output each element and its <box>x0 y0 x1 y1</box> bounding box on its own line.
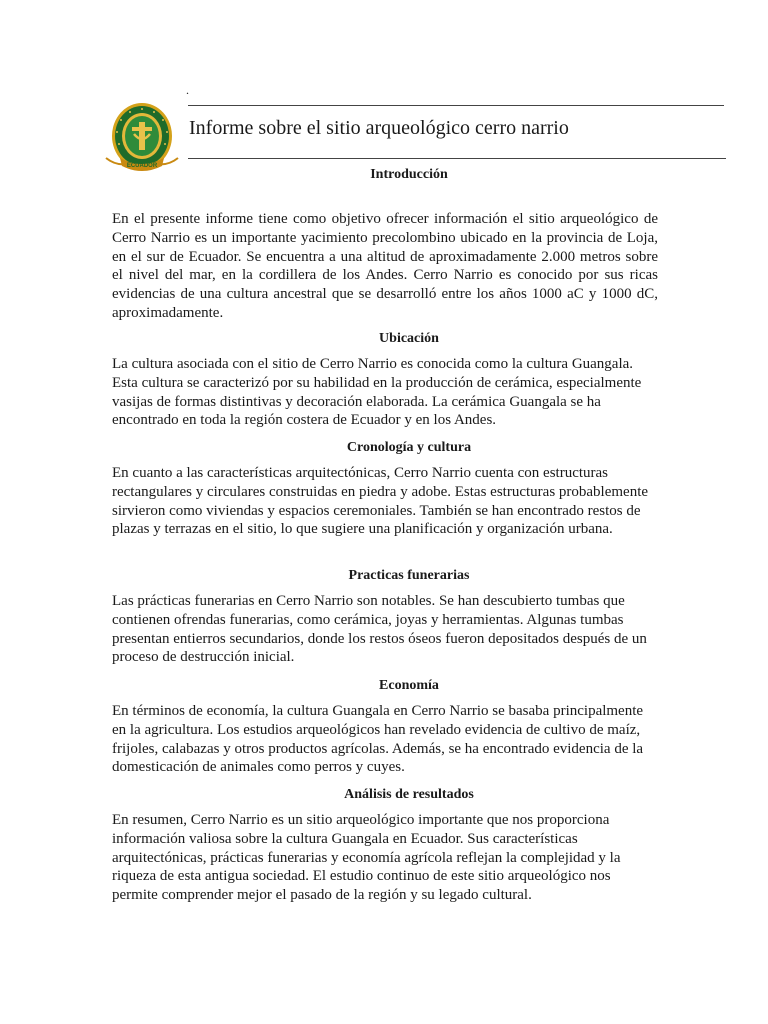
university-seal-icon <box>102 100 182 174</box>
section-heading-introduccion: Introducción <box>370 167 448 182</box>
section-heading-economia: Economía <box>379 678 439 693</box>
section-paragraph-analisis: En resumen, Cerro Narrio es un sitio arqueológico importante que nos proporciona información valiosa sobre la cultura Guangala en Ecuador. Sus características arquitectónicas, prácticas funerarias y economía agrícola reflejan la complejidad y la riqueza de esta antigua sociedad. El estudio continuo de este sitio arqueológico nos permite comprender mejor el pasado de la región y su legado cultural. <box>112 812 621 904</box>
header-top-rule <box>188 105 724 106</box>
header-dot: . <box>186 83 189 97</box>
section-paragraph-introduccion: En el presente informe tiene como objetivo ofrecer información el sitio arqueológico de Cerro Narrio es un importante yacimiento precolombino ubicado en la provincia de Loja, en el sur de Ecuador. Se encuentra a una altitud de aproximadamente 2.000 metros sobre el nivel del mar, en la cordillera de los Andes. Cerro Narrio es conocido por sus ricas evidencias de una cultura ancestral que se desarrolló entre los años 1000 aC y 1000 dC, aproximadamente. <box>112 211 658 321</box>
header-bottom-rule <box>188 158 726 159</box>
section-paragraph-cronologia: En cuanto a las características arquitectónicas, Cerro Narrio cuenta con estructuras rectangulares y circulares construidas en piedra y adobe. Estas estructuras probablemente sirvieron como viviendas y espacios ceremoniales. También se han encontrado restos de plazas y terrazas en el sitio, lo que sugiere una planificación y organización urbana. <box>112 465 649 538</box>
document-title: Informe sobre el sitio arqueológico cerro narrio <box>189 117 569 139</box>
section-paragraph-economia: En términos de economía, la cultura Guangala en Cerro Narrio se basaba principalmente en la agricultura. Los estudios arqueológicos han revelado evidencia de cultivo de maíz, frijoles, calabazas y otros productos agrícolas. Además, se ha encontrado evidencia de la domesticación de animales como perros y cuyes. <box>112 703 644 776</box>
section-heading-practicas-funerarias: Practicas funerarias <box>348 568 470 583</box>
section-heading-ubicacion: Ubicación <box>379 331 439 346</box>
seal-band-text: ECUADOR <box>126 163 158 169</box>
section-heading-analisis: Análisis de resultados <box>344 787 474 802</box>
section-heading-cronologia: Cronología y cultura <box>346 440 472 455</box>
section-paragraph-ubicacion: La cultura asociada con el sitio de Cerro Narrio es conocida como la cultura Guangala. Esta cultura se caracterizó por su habilidad en la producción de cerámica, especialmente vasijas de formas distintivas y decoración elaborada. La cerámica Guangala se ha encontrado en toda la región costera de Ecuador y en los Andes. <box>112 356 642 429</box>
section-paragraph-practicas-funerarias: Las prácticas funerarias en Cerro Narrio son notables. Se han descubierto tumbas que contienen ofrendas funerarias, como cerámica, joyas y herramientas. Algunas tumbas presentan entierros secundarios, donde los restos óseos fueron depositados después de un proceso de destrucción inicial. <box>112 593 647 666</box>
